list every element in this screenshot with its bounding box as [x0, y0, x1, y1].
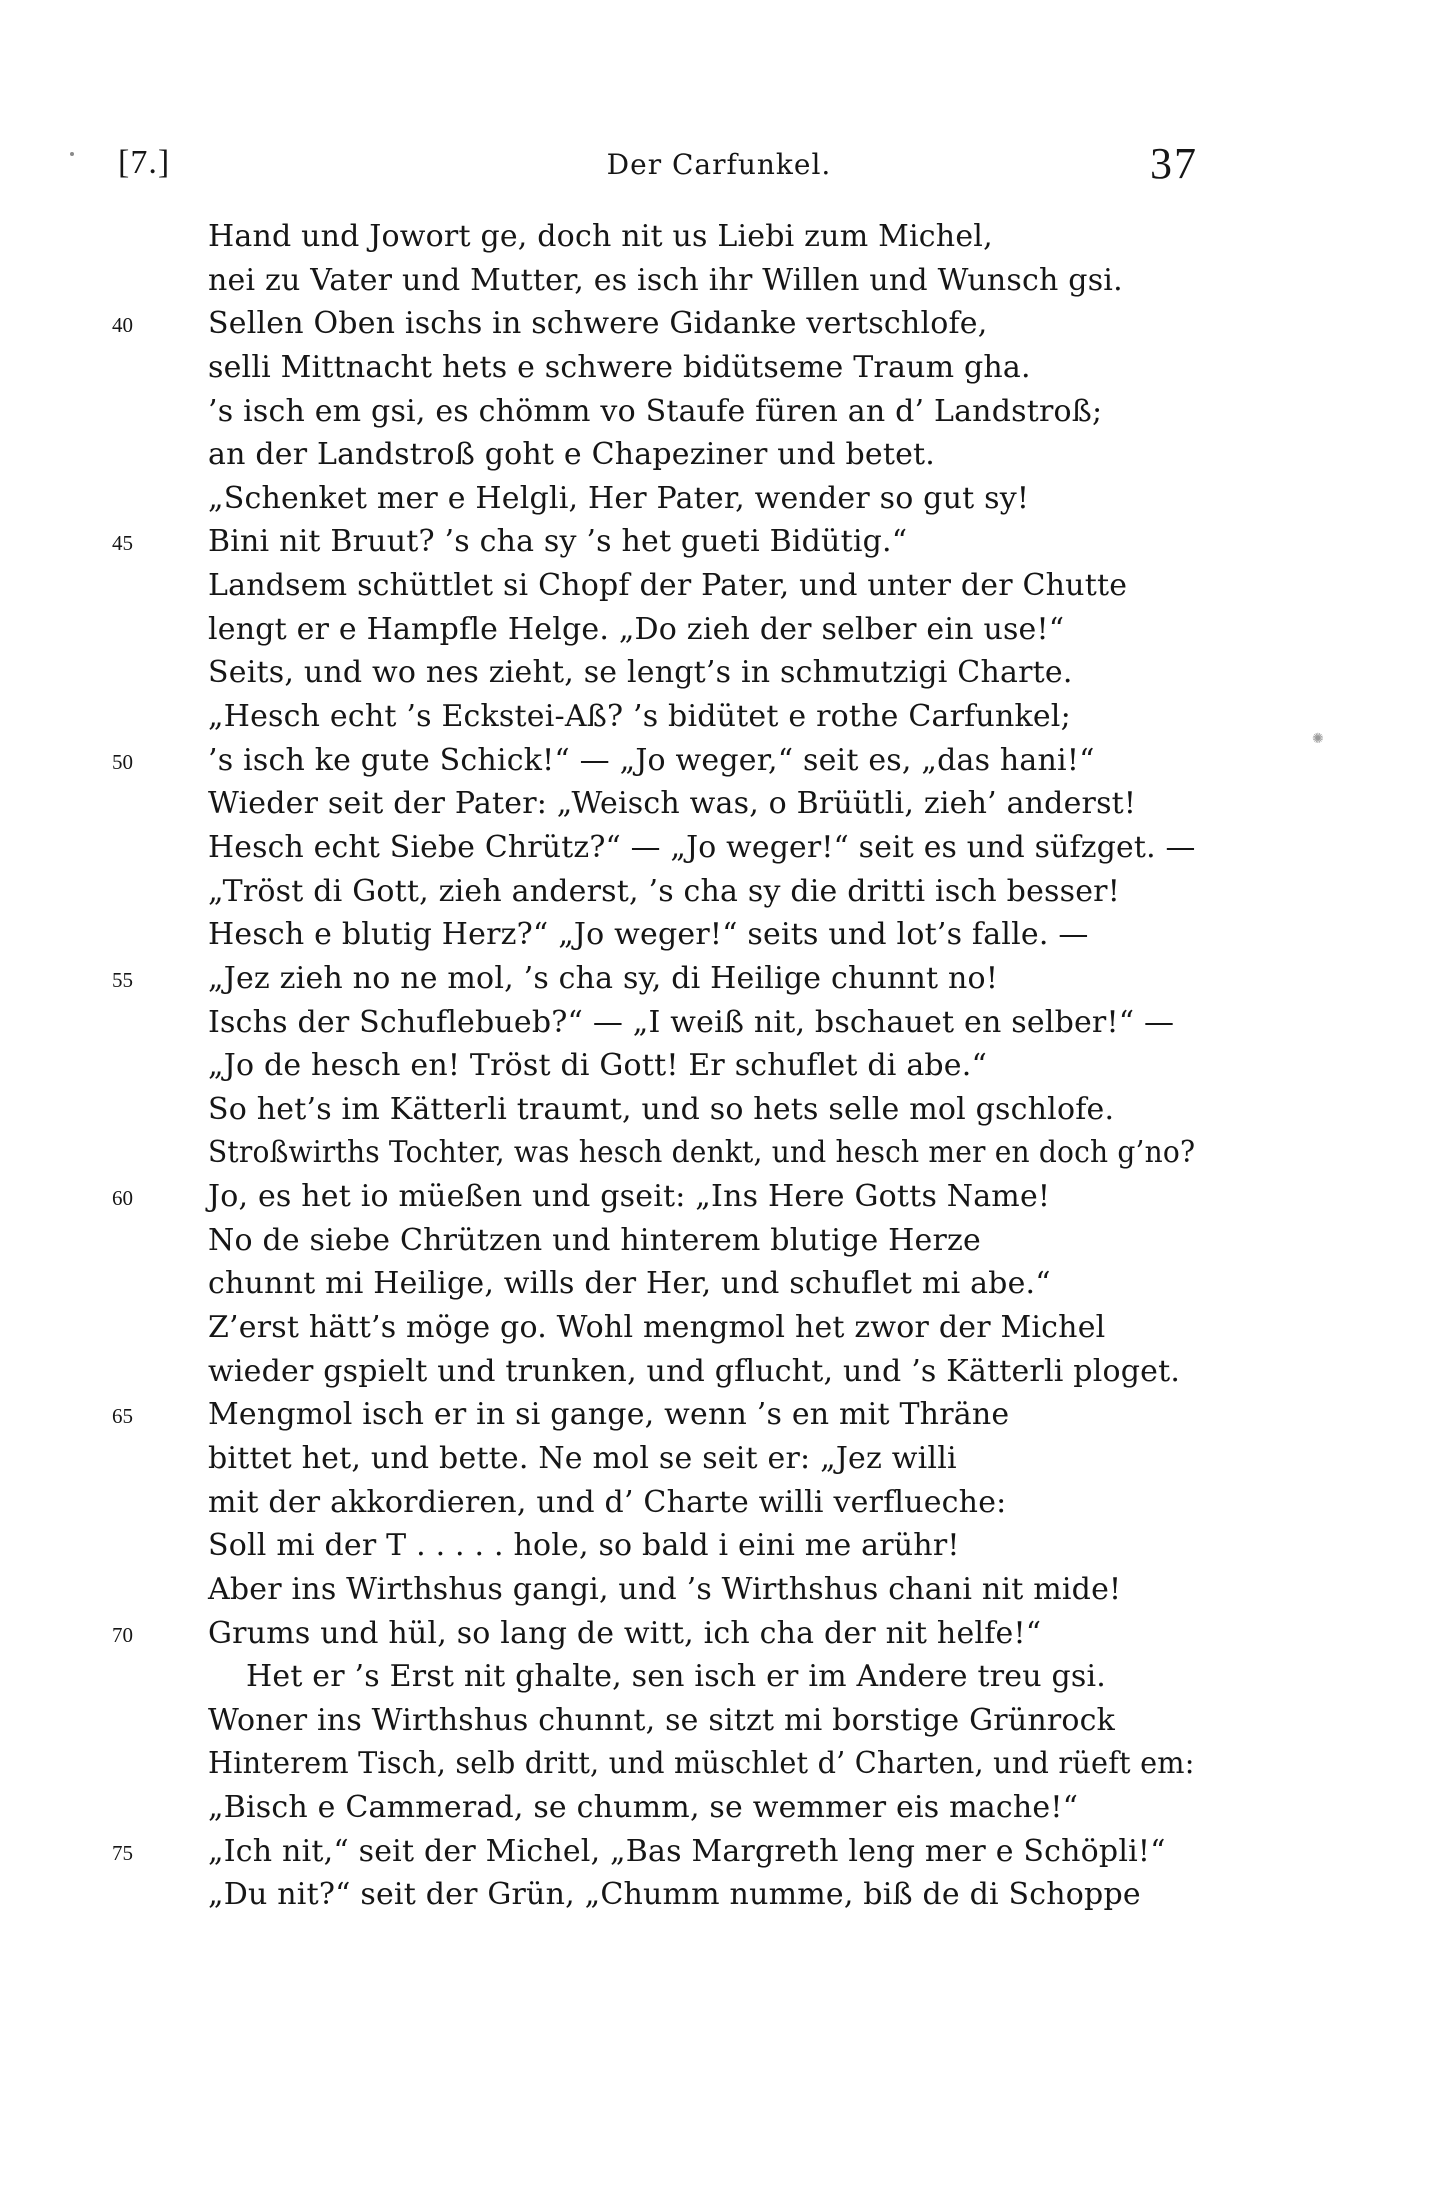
verse-line — [0, 302, 1438, 346]
verse-text: „Ich nit,“ seit der Michel, „Bas Margreth leng mer e Schöpli!“ — [208, 1833, 1166, 1869]
verse-text: Seits, und wo nes zieht, se lengt’s in schmutzigi Charte. — [208, 655, 1073, 691]
line-number: 45 — [112, 531, 133, 556]
verse-text: So het’s im Kätterli traumt, und so hets selle mol gschlofe. — [208, 1091, 1115, 1127]
verse-text: an der Landstroß goht e Chapeziner und betet. — [208, 437, 936, 473]
verse-line — [0, 1262, 1438, 1306]
verse-text: „Jo de hesch en! Tröst di Gott! Er schuflet di abe.“ — [208, 1048, 988, 1084]
verse-text: lengt er e Hampfle Helge. „Do zieh der selber ein use!“ — [208, 611, 1065, 647]
verse-line — [0, 1437, 1438, 1481]
verse-line — [0, 1350, 1438, 1394]
verse-text: „Schenket mer e Helgli, Her Pater, wender so gut sy! — [208, 480, 1030, 516]
verse-line — [0, 1742, 1438, 1786]
verse-line — [0, 346, 1438, 390]
verse-text: ’s isch em gsi, es chömm vo Staufe füren an d’ Landstroß; — [208, 393, 1103, 429]
verse-line — [0, 259, 1438, 303]
verse-text: mit der akkordieren, und d’ Charte willi verflueche: — [208, 1484, 1007, 1520]
verse-line — [0, 1873, 1438, 1917]
verse-line — [0, 1001, 1438, 1045]
signature-mark: [7.] — [118, 144, 171, 181]
verse-line — [0, 390, 1438, 434]
line-number: 50 — [112, 749, 133, 774]
verse-text: Ischs der Schuflebueb?“ — „I weiß nit, bschauet en selber!“ — — [208, 1004, 1175, 1040]
verse-line — [0, 433, 1438, 477]
verse-line — [0, 520, 1438, 564]
verse-line — [0, 1219, 1438, 1263]
page-number: 37 — [1150, 139, 1198, 188]
verse-line — [0, 870, 1438, 914]
verse-text: Jo, es het io müeßen und gseit: „Ins Here Gotts Name! — [208, 1179, 1051, 1215]
verse-line — [0, 1393, 1438, 1437]
line-number: 40 — [112, 313, 133, 338]
verse-text: Wieder seit der Pater: „Weisch was, o Brüütli, zieh’ anderst! — [208, 786, 1137, 822]
verse-line — [0, 1612, 1438, 1656]
verse-text: „Du nit?“ seit der Grün, „Chumm numme, biß de di Schoppe — [208, 1877, 1141, 1913]
verse-text: Stroßwirths Tochter, was hesch denkt, und hesch mer en doch g’no? — [208, 1135, 1196, 1171]
verse-text: Landsem schüttlet si Chopf der Pater, und unter der Chutte — [208, 568, 1128, 604]
running-title: Der Carfunkel. — [606, 148, 832, 181]
verse-line — [0, 1655, 1438, 1699]
verse-text: „Tröst di Gott, zieh anderst, ’s cha sy die dritti isch besser! — [208, 873, 1120, 909]
poem-text-block — [0, 215, 1438, 1917]
line-number: 60 — [112, 1186, 133, 1211]
verse-line — [0, 1175, 1438, 1219]
verse-line — [0, 1830, 1438, 1874]
verse-line — [0, 739, 1438, 783]
verse-line — [0, 1044, 1438, 1088]
verse-text: Hand und Jowort ge, doch nit us Liebi zum Michel, — [208, 219, 993, 254]
running-head — [0, 140, 1438, 200]
verse-text: Grums und hül, so lang de witt, ich cha der nit helfe!“ — [208, 1615, 1042, 1651]
verse-text: chunnt mi Heilige, wills der Her, und schuflet mi abe.“ — [208, 1266, 1051, 1302]
verse-text: Hesch e blutig Herz?“ „Jo weger!“ seits und lot’s falle. — — [208, 917, 1089, 953]
verse-line — [0, 1699, 1438, 1743]
verse-text: selli Mittnacht hets e schwere bidütseme Traum gha. — [208, 349, 1031, 385]
verse-text: Sellen Oben ischs in schwere Gidanke vertschlofe, — [208, 306, 988, 342]
verse-text: bittet het, und bette. Ne mol se seit er: „Jez willi — [208, 1440, 957, 1476]
ink-blot: ✺ — [1312, 731, 1324, 747]
verse-text: No de siebe Chrützen und hinterem blutige Herze — [208, 1222, 981, 1258]
verse-text: Aber ins Wirthshus gangi, und ’s Wirthshus chani nit mide! — [208, 1571, 1122, 1607]
verse-text: Hinterem Tisch, selb dritt, und müschlet d’ Charten, und rüeft em: — [208, 1746, 1195, 1782]
verse-line — [0, 1088, 1438, 1132]
verse-text: wieder gspielt und trunken, und gflucht, und ’s Kätterli ploget. — [208, 1353, 1181, 1389]
verse-text: Bini nit Bruut? ’s cha sy ’s het gueti Bidütig.“ — [208, 524, 908, 560]
verse-text: „Bisch e Cammerad, se chumm, se wemmer eis mache!“ — [208, 1790, 1079, 1826]
verse-text: Z’erst hätt’s möge go. Wohl mengmol het zwor der Michel — [208, 1310, 1106, 1346]
verse-text: Hesch echt Siebe Chrütz?“ — „Jo weger!“ seit es und süfzget. — — [208, 829, 1196, 865]
verse-line — [0, 1524, 1438, 1568]
verse-line — [0, 826, 1438, 870]
verse-line — [0, 1786, 1438, 1830]
line-number: 65 — [112, 1404, 133, 1429]
verse-text: nei zu Vater und Mutter, es isch ihr Willen und Wunsch gsi. — [208, 262, 1123, 298]
verse-line — [0, 1568, 1438, 1612]
verse-line — [0, 651, 1438, 695]
verse-line — [0, 1481, 1438, 1525]
verse-line — [0, 564, 1438, 608]
line-number: 75 — [112, 1840, 133, 1865]
verse-line — [0, 477, 1438, 521]
verse-line — [0, 782, 1438, 826]
verse-text: Het er ’s Erst nit ghalte, sen isch er im Andere treu gsi. — [246, 1659, 1107, 1695]
line-number: 70 — [112, 1622, 133, 1647]
line-number: 55 — [112, 967, 133, 992]
verse-line — [0, 695, 1438, 739]
verse-line — [0, 1131, 1438, 1175]
verse-line — [0, 1306, 1438, 1350]
verse-line — [0, 215, 1438, 259]
verse-text: ’s isch ke gute Schick!“ — „Jo weger,“ seit es, „das hani!“ — [208, 742, 1095, 778]
verse-text: Woner ins Wirthshus chunnt, se sitzt mi borstige Grünrock — [208, 1702, 1116, 1738]
verse-line — [0, 957, 1438, 1001]
verse-text: Soll mi der T . . . . . hole, so bald i eini me arühr! — [208, 1528, 960, 1564]
verse-line — [0, 913, 1438, 957]
verse-line — [0, 608, 1438, 652]
verse-text: Mengmol isch er in si gange, wenn ’s en mit Thräne — [208, 1397, 1010, 1433]
verse-text: „Jez zieh no ne mol, ’s cha sy, di Heilige chunnt no! — [208, 960, 999, 996]
verse-text: „Hesch echt ’s Eckstei-Aß? ’s bidütet e rothe Carfunkel; — [208, 699, 1071, 735]
